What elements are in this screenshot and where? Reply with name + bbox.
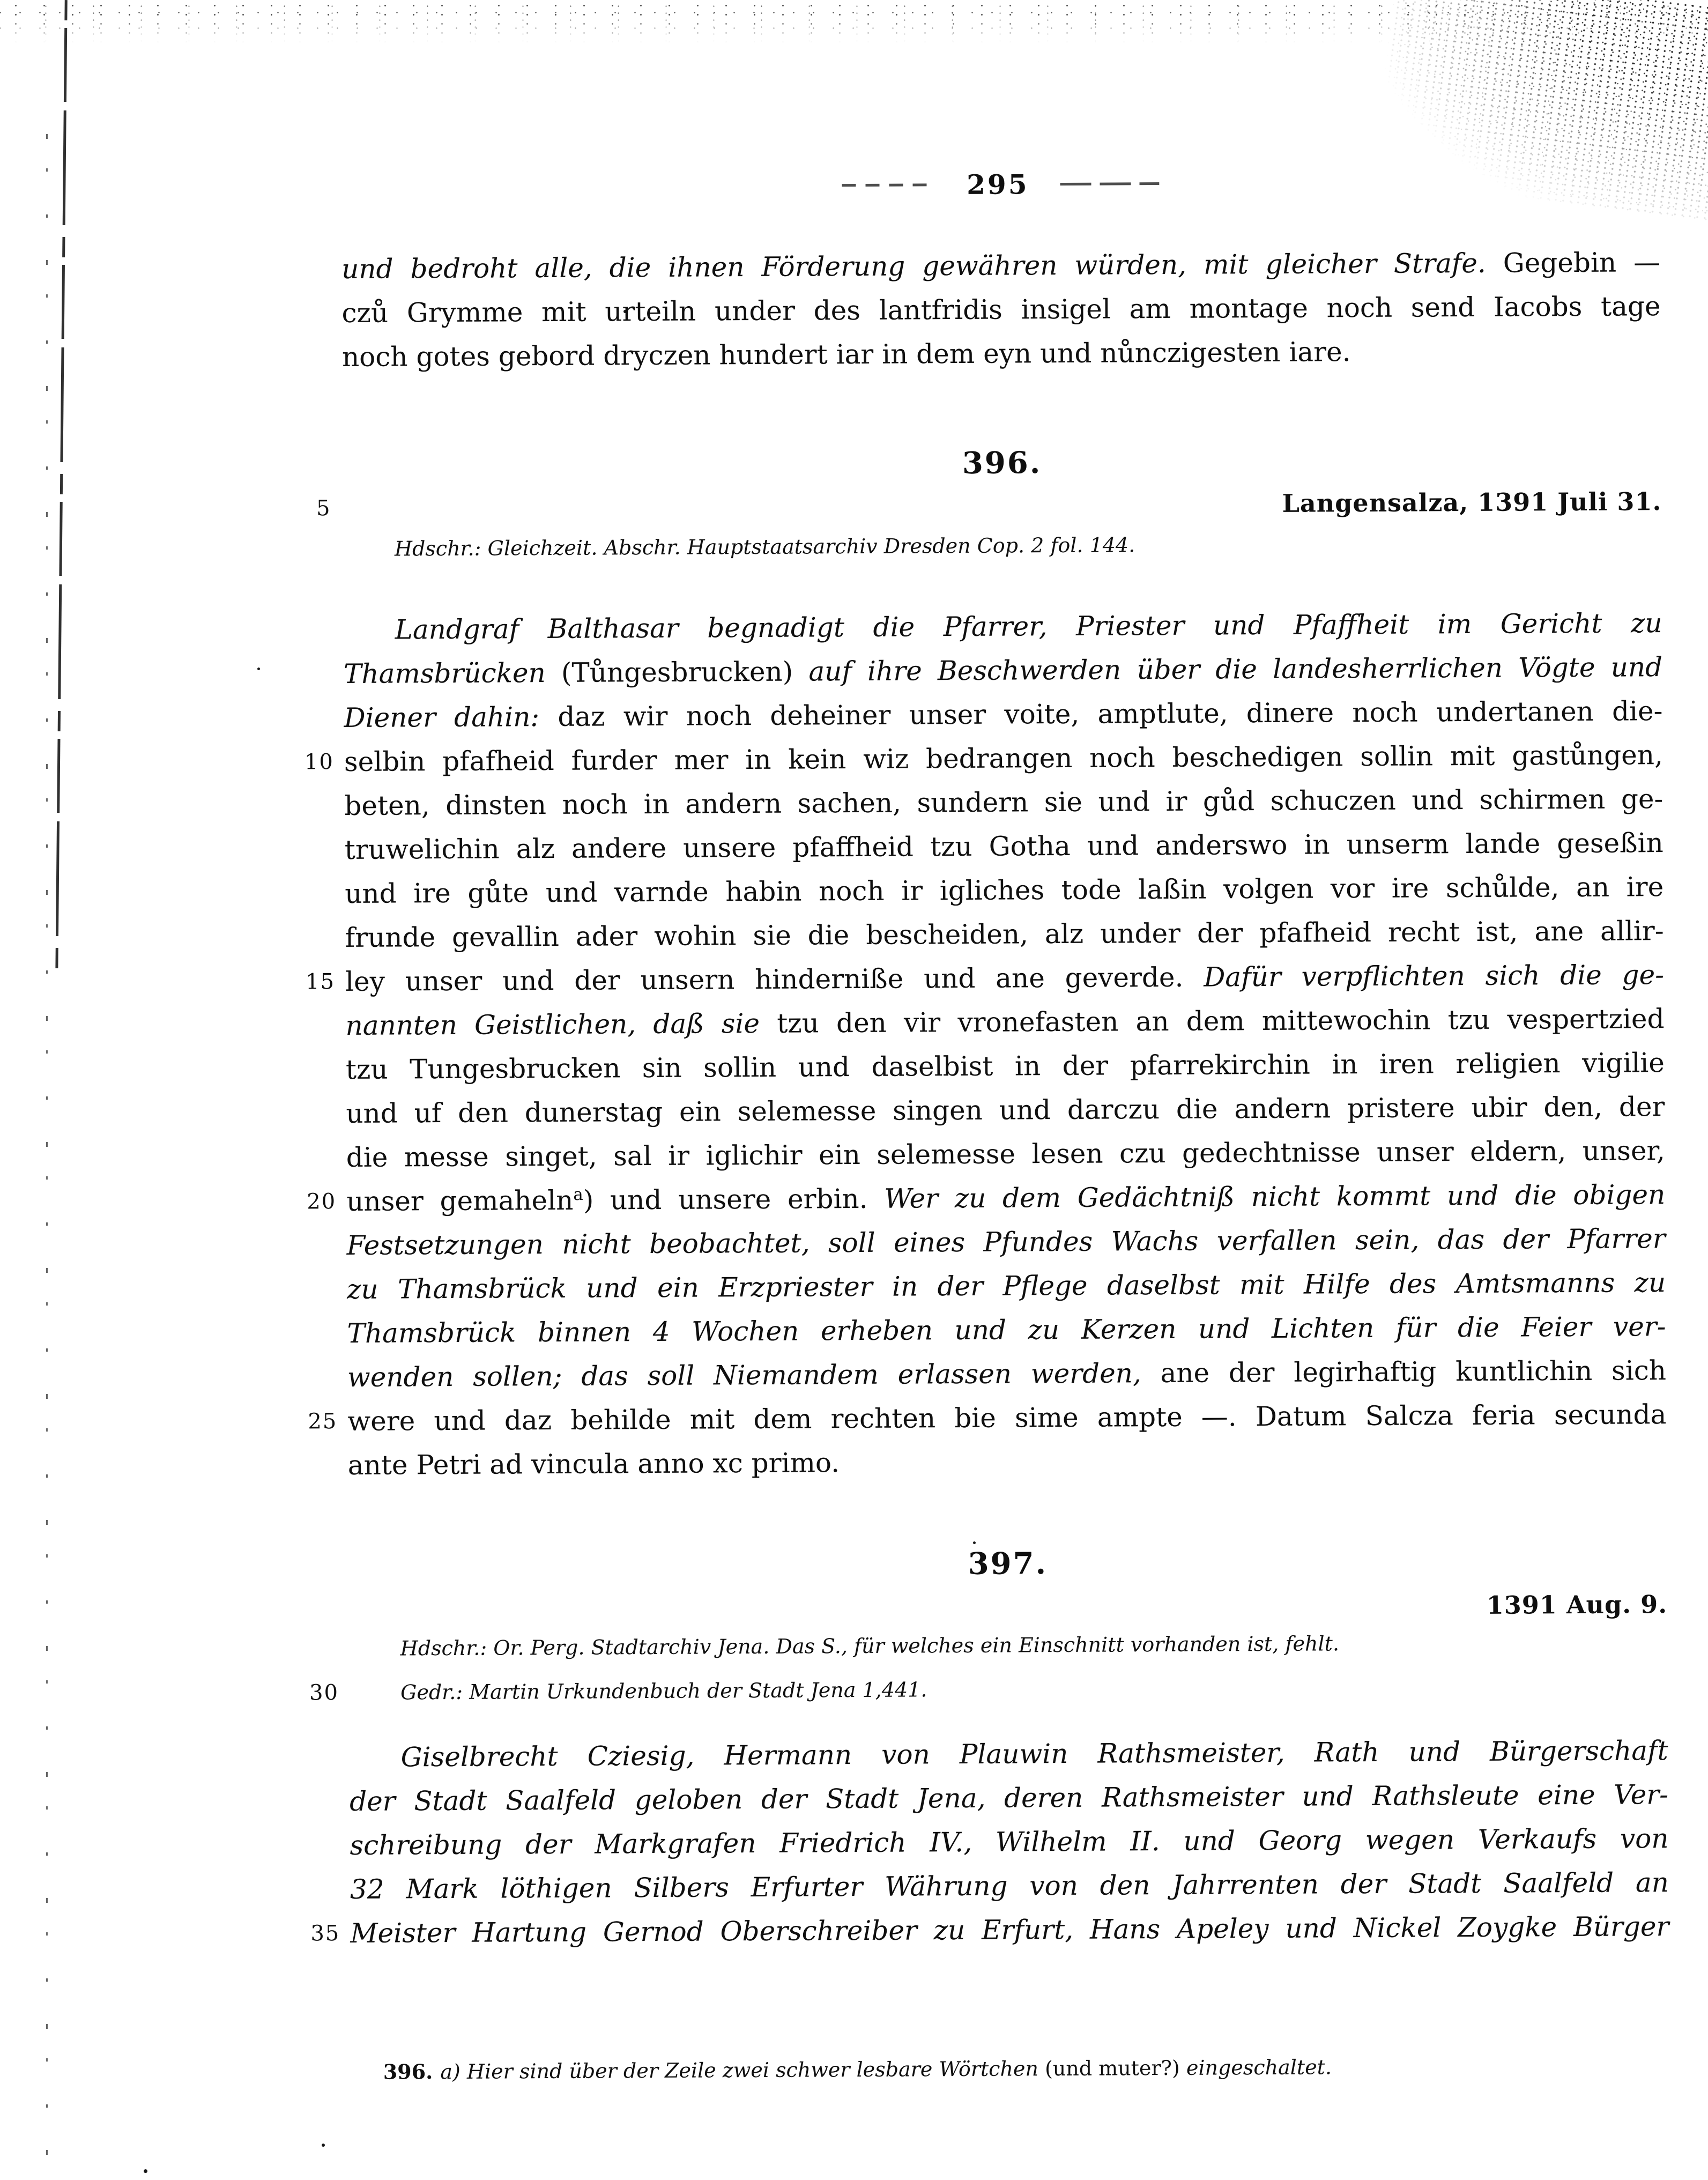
text-line xyxy=(309,1664,1668,1715)
text-line xyxy=(344,689,1662,740)
entry-396-body xyxy=(304,601,1667,1487)
text-segment-italic: der Stadt Saalfeld geloben der Stadt Jena, deren Rathsmeister und Rathsleute eine Ver- xyxy=(349,1779,1669,1817)
text-segment-italic: Thamsbrücken xyxy=(343,657,562,690)
text-line xyxy=(345,909,1664,960)
text-segment-roman: (Tůngesbrucken) xyxy=(561,656,809,688)
entry-397-heading: 397. xyxy=(968,1546,1048,1582)
text-segment-roman: beten, dinsten noch in andern sachen, sundern sie und ir gůd schuczen und schirmen ge- xyxy=(344,783,1664,822)
text-segment-italic: schreibung der Markgrafen Friedrich IV., Wilhelm II. und Georg wegen Verkaufs von xyxy=(350,1823,1669,1861)
text-segment-roman: (und muter?) xyxy=(1044,2056,1187,2081)
text-segment-roman: czů Grymme mit urteiln under des lantfridis insigel am montage noch send Iacobs tage xyxy=(341,291,1661,329)
text-segment-italic: eingeschaltet. xyxy=(1186,2055,1332,2080)
text-line xyxy=(349,1729,1668,1779)
text-segment-roman: und ire gůte und varnde habin noch ir igliches tode laßin volgen vor ire schůlde, an ire xyxy=(345,871,1664,910)
footnote-entry-number: 396. xyxy=(383,2059,433,2084)
text-line xyxy=(341,240,1660,291)
text-line xyxy=(350,1816,1668,1867)
text-line xyxy=(346,1217,1665,1267)
text-segment-italic: Hdschr.: Or. Perg. Stadtarchiv Jena. Das S., für welches ein Einschnitt vorhanden ist, fehlt. xyxy=(400,1632,1340,1660)
margin-line-number: 15 xyxy=(305,969,336,995)
text-segment-italic: auf ihre Beschwerden über die landesherrlichen Vögte und xyxy=(808,651,1663,687)
margin-line-number: 25 xyxy=(308,1409,338,1434)
text-line xyxy=(304,733,1664,784)
text-segment-roman: die messe singet, sal ir iglichir ein selemesse lesen czu gedechtnisse unser eldern, unser, xyxy=(346,1135,1665,1173)
text-segment-roman: frunde gevallin ader wohin sie die bescheiden, alz under der pfafheid recht ist, ane allir- xyxy=(345,915,1664,954)
text-segment-roman: Gegebin — xyxy=(1503,247,1661,279)
text-segment-roman: truwelichin alz andere unsere pfaffheid tzu Gotha und anderswo in unserm lande geseßin xyxy=(344,827,1664,866)
entry-397-body xyxy=(310,1729,1669,1955)
text-segment-roman: noch gotes gebord dryczen hundert iar in dem eyn und nůnczigesten iare. xyxy=(341,336,1351,373)
footnote xyxy=(383,2050,1616,2088)
text-segment-roman: ane der legirhaftig kuntlichin sich xyxy=(1160,1355,1667,1389)
text-segment-italic: und bedroht alle, die ihnen Förderung gewähren würden, mit gleicher Strafe. xyxy=(341,247,1503,285)
text-line xyxy=(350,1773,1668,1823)
entry-396-source-note xyxy=(343,520,1662,571)
text-line xyxy=(341,284,1660,335)
text-segment-roman: selbin pfafheid furder mer in kein wiz bedrangen noch beschedigen sollin mit gastůngen, xyxy=(344,739,1664,778)
text-segment-roman: daz wir noch deheiner unser voite, amptlute, dinere noch undertanen die- xyxy=(558,695,1663,732)
margin-line-number: 30 xyxy=(309,1680,339,1706)
intro-paragraph xyxy=(341,240,1661,379)
text-segment-roman: tzu den vir vronefasten an dem mittewochin tzu vespertzied xyxy=(777,1003,1665,1039)
margin-line-number: 10 xyxy=(304,750,334,775)
text-segment-roman: und uf den dunerstag ein selemesse singen und darczu die andern pristere ubir den, der xyxy=(346,1091,1665,1129)
text-line xyxy=(345,865,1664,916)
text-line xyxy=(348,1620,1667,1671)
text-segment-sup: a xyxy=(573,1185,583,1205)
text-line xyxy=(346,1085,1665,1136)
text-segment-roman: were und daz behilde mit dem rechten bie sime ampte —. Datum Salcza feria secunda xyxy=(347,1399,1667,1437)
text-line xyxy=(344,777,1663,828)
header-rule-left xyxy=(842,183,935,187)
text-line xyxy=(345,821,1664,872)
text-line xyxy=(342,328,1661,379)
text-line xyxy=(346,1041,1665,1092)
text-line xyxy=(347,1304,1666,1355)
text-segment-italic: Meister Hartung Gernod Oberschreiber zu Erfurt, Hans Apeley und Nickel Zoygke Bürger xyxy=(350,1911,1669,1949)
margin-line-number: 5 xyxy=(316,496,331,521)
text-line xyxy=(344,645,1662,696)
text-segment-italic: 32 Mark löthigen Silbers Erfurter Währung von den Jahrrenten der Stadt Saalfeld an xyxy=(350,1867,1669,1905)
text-segment-italic: zu Thamsbrück und ein Erzpriester in der Pflege daselbst mit Hilfe des Amtsmanns zu xyxy=(346,1267,1666,1305)
text-segment-italic: wenden sollen; das soll Niemandem erlassen werden, xyxy=(347,1358,1161,1393)
text-segment-italic: Landgraf Balthasar begnadigt die Pfarrer, Priester und Pfaffheit im Gericht zu xyxy=(395,607,1662,646)
margin-line-number: 20 xyxy=(307,1189,337,1214)
margin-line-number: 35 xyxy=(310,1921,340,1946)
text-line xyxy=(307,1173,1666,1224)
text-segment-italic: Hdschr.: Gleichzeit. Abschr. Hauptstaatsarchiv Dresden Cop. 2 fol. 144. xyxy=(394,533,1135,561)
text-line xyxy=(350,1860,1669,1911)
text-segment-roman: ante Petri ad vincula anno xc primo. xyxy=(347,1447,840,1481)
text-line xyxy=(308,1392,1667,1443)
footnote-text xyxy=(440,2055,1332,2083)
text-segment-italic: Festsetzungen nicht beobachtet, soll eines Pfundes Wachs verfallen sein, das der Pfarrer xyxy=(346,1223,1666,1261)
text-segment-roman: tzu Tungesbrucken sin sollin und daselbist in der pfarrekirchin in iren religien vigilie xyxy=(345,1047,1665,1086)
text-segment-roman: ley unser und der unsern hinderniße und ane geverde. xyxy=(345,961,1204,998)
text-line xyxy=(343,520,1662,571)
text-line xyxy=(305,953,1665,1004)
text-segment-italic: a) Hier sind über der Zeile zwei schwer lesbare Wörtchen xyxy=(440,2057,1045,2084)
header-rule-right xyxy=(1060,182,1160,186)
text-line xyxy=(347,1260,1666,1311)
text-segment-italic: Giselbrecht Cziesig, Hermann von Plauwin Rathsmeister, Rath und Bürgerschaft xyxy=(400,1735,1668,1773)
text-segment-roman: unser gemaheln xyxy=(346,1184,574,1217)
text-line xyxy=(345,997,1664,1048)
text-segment-italic: Dafür verpflichten sich die ge- xyxy=(1204,959,1665,993)
entry-396-heading: 396. xyxy=(962,445,1042,481)
entry-396-dateline-text: Langensalza, 1391 Juli 31. xyxy=(1282,487,1662,518)
text-segment-italic: Thamsbrück binnen 4 Wochen erheben und zu Kerzen und Lichten für die Feier ver- xyxy=(347,1311,1666,1349)
text-line xyxy=(343,601,1662,652)
page-number: 295 xyxy=(966,168,1029,201)
page-header xyxy=(341,157,1660,212)
text-line xyxy=(347,1348,1666,1399)
text-line xyxy=(346,1129,1665,1180)
text-segment-italic: Gedr.: Martin Urkundenbuch der Stadt Jena 1,441. xyxy=(400,1678,927,1704)
text-segment-italic: nannten Geistlichen, daß sie xyxy=(345,1007,777,1042)
text-segment-roman: ) und unsere erbin. xyxy=(583,1183,885,1216)
entry-397-dateline-text: 1391 Aug. 9. xyxy=(1486,1590,1668,1620)
entry-397-source-note xyxy=(309,1620,1668,1715)
text-segment-italic: Wer zu dem Gedächtniß nicht kommt und die obigen xyxy=(884,1179,1666,1214)
text-line xyxy=(310,1904,1669,1955)
text-segment-italic: Diener dahin: xyxy=(344,701,558,734)
text-line xyxy=(348,1436,1667,1487)
